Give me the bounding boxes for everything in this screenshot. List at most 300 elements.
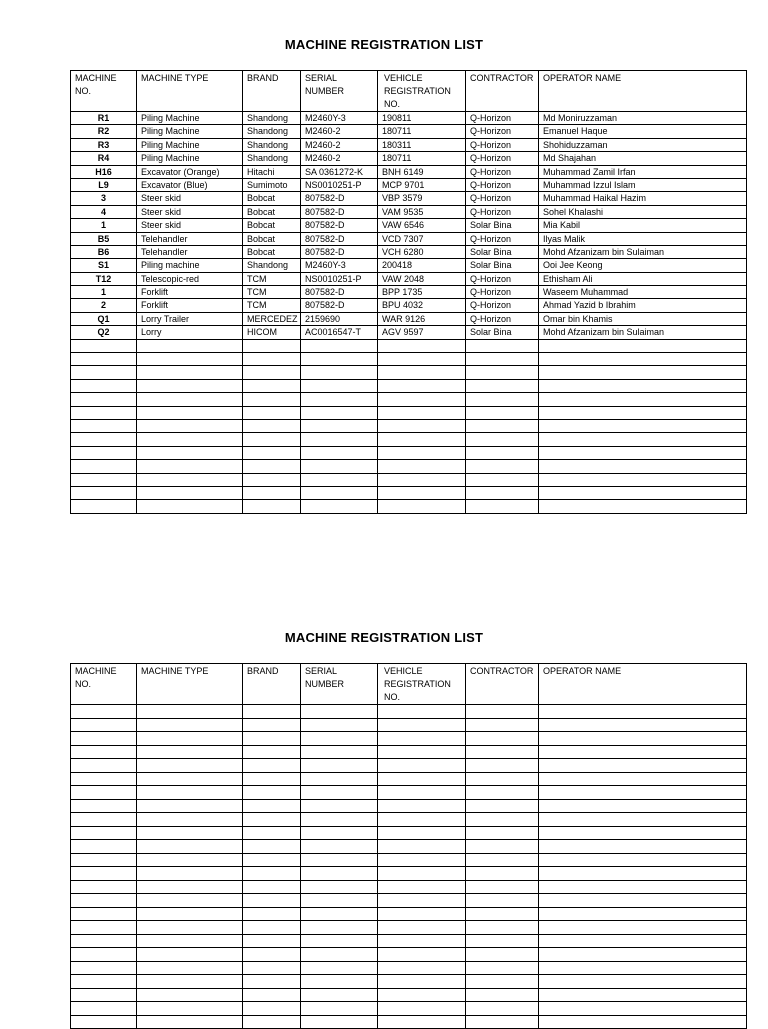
- cell-machine-no: [71, 500, 137, 513]
- cell-vehicle-registration: BPU 4032: [378, 299, 466, 312]
- cell-machine-no: H16: [71, 165, 137, 178]
- cell-serial-number: [301, 433, 378, 446]
- cell-brand: Bobcat: [243, 219, 301, 232]
- cell-machine-type: Excavator (Orange): [137, 165, 243, 178]
- cell-machine-type: [137, 500, 243, 513]
- cell-vehicle-registration: [378, 460, 466, 473]
- cell-machine-no: T12: [71, 272, 137, 285]
- cell-brand: [243, 759, 301, 773]
- cell-contractor: Solar Bina: [466, 219, 539, 232]
- cell-machine-type: [137, 880, 243, 894]
- cell-contractor: Solar Bina: [466, 326, 539, 339]
- cell-machine-no: [71, 366, 137, 379]
- cell-vehicle-registration: [378, 705, 466, 719]
- cell-contractor: [466, 732, 539, 746]
- empty-row: [71, 446, 747, 459]
- cell-contractor: Q-Horizon: [466, 299, 539, 312]
- cell-machine-type: Forklift: [137, 286, 243, 299]
- cell-brand: Sumimoto: [243, 178, 301, 191]
- table-row: [71, 125, 747, 138]
- cell-contractor: [466, 853, 539, 867]
- cell-brand: Bobcat: [243, 245, 301, 258]
- empty-row: [71, 460, 747, 473]
- cell-machine-no: 1: [71, 286, 137, 299]
- empty-row: [71, 921, 747, 935]
- table-row: [71, 178, 747, 191]
- cell-serial-number: [301, 988, 378, 1002]
- empty-row: [71, 975, 747, 989]
- cell-machine-type: Excavator (Blue): [137, 178, 243, 191]
- cell-machine-no: B5: [71, 232, 137, 245]
- cell-machine-no: [71, 853, 137, 867]
- cell-machine-type: [137, 486, 243, 499]
- cell-contractor: [466, 826, 539, 840]
- cell-machine-type: [137, 460, 243, 473]
- cell-vehicle-registration: [378, 433, 466, 446]
- cell-contractor: [466, 433, 539, 446]
- empty-row: [71, 907, 747, 921]
- header-machine-no: MACHINE NO.: [71, 71, 137, 112]
- table-header-row: [71, 71, 747, 112]
- cell-machine-no: [71, 921, 137, 935]
- cell-operator-name: [539, 446, 747, 459]
- cell-serial-number: [301, 934, 378, 948]
- cell-serial-number: [301, 379, 378, 392]
- cell-contractor: Solar Bina: [466, 259, 539, 272]
- cell-machine-type: [137, 988, 243, 1002]
- cell-machine-no: [71, 907, 137, 921]
- cell-machine-type: [137, 826, 243, 840]
- cell-serial-number: M2460-2: [301, 125, 378, 138]
- cell-operator-name: [539, 460, 747, 473]
- cell-serial-number: 807582-D: [301, 192, 378, 205]
- cell-contractor: [466, 339, 539, 352]
- cell-machine-no: L9: [71, 178, 137, 191]
- cell-brand: Shandong: [243, 152, 301, 165]
- cell-brand: [243, 406, 301, 419]
- cell-serial-number: [301, 473, 378, 486]
- cell-brand: Shandong: [243, 125, 301, 138]
- cell-contractor: Q-Horizon: [466, 312, 539, 325]
- cell-brand: Bobcat: [243, 192, 301, 205]
- header-vehicle-registration: VEHICLE REGISTRATION NO.: [378, 664, 466, 705]
- header-operator-name: OPERATOR NAME: [539, 664, 747, 705]
- empty-row: [71, 826, 747, 840]
- cell-serial-number: [301, 772, 378, 786]
- cell-vehicle-registration: [378, 500, 466, 513]
- cell-operator-name: [539, 393, 747, 406]
- cell-operator-name: [539, 759, 747, 773]
- cell-vehicle-registration: [378, 379, 466, 392]
- cell-brand: [243, 975, 301, 989]
- cell-vehicle-registration: [378, 799, 466, 813]
- table-header-row: [71, 664, 747, 705]
- cell-serial-number: [301, 840, 378, 854]
- cell-machine-type: [137, 786, 243, 800]
- cell-brand: [243, 799, 301, 813]
- empty-row: [71, 406, 747, 419]
- header-serial-number: SERIAL NUMBER: [301, 664, 378, 705]
- table-row: [71, 272, 747, 285]
- cell-vehicle-registration: [378, 1002, 466, 1016]
- table-row: [71, 219, 747, 232]
- cell-machine-no: [71, 799, 137, 813]
- cell-machine-no: [71, 406, 137, 419]
- cell-contractor: [466, 745, 539, 759]
- cell-operator-name: Ooi Jee Keong: [539, 259, 747, 272]
- cell-brand: Hitachi: [243, 165, 301, 178]
- empty-row: [71, 853, 747, 867]
- cell-brand: [243, 921, 301, 935]
- cell-serial-number: [301, 786, 378, 800]
- cell-operator-name: Ahmad Yazid b Ibrahim: [539, 299, 747, 312]
- cell-brand: [243, 948, 301, 962]
- cell-operator-name: [539, 705, 747, 719]
- cell-operator-name: Ethisham Ali: [539, 272, 747, 285]
- cell-vehicle-registration: [378, 934, 466, 948]
- page-title: MACHINE REGISTRATION LIST: [284, 630, 484, 645]
- empty-row: [71, 473, 747, 486]
- cell-machine-type: Steer skid: [137, 192, 243, 205]
- cell-machine-no: [71, 934, 137, 948]
- cell-machine-type: Steer skid: [137, 219, 243, 232]
- cell-brand: Shandong: [243, 259, 301, 272]
- cell-serial-number: [301, 799, 378, 813]
- cell-serial-number: [301, 745, 378, 759]
- cell-brand: MERCEDEZ: [243, 312, 301, 325]
- cell-vehicle-registration: 180711: [378, 125, 466, 138]
- cell-contractor: Q-Horizon: [466, 138, 539, 151]
- cell-operator-name: [539, 853, 747, 867]
- cell-machine-type: [137, 339, 243, 352]
- cell-operator-name: [539, 353, 747, 366]
- cell-machine-no: [71, 486, 137, 499]
- cell-machine-type: Lorry: [137, 326, 243, 339]
- cell-serial-number: M2460-2: [301, 138, 378, 151]
- cell-machine-no: [71, 745, 137, 759]
- cell-serial-number: 807582-D: [301, 245, 378, 258]
- header-contractor: CONTRACTOR: [466, 664, 539, 705]
- cell-machine-no: 3: [71, 192, 137, 205]
- cell-serial-number: [301, 1002, 378, 1016]
- cell-operator-name: [539, 1015, 747, 1029]
- machine-registration-table: [70, 663, 747, 1029]
- empty-row: [71, 867, 747, 881]
- cell-vehicle-registration: [378, 1015, 466, 1029]
- cell-brand: [243, 853, 301, 867]
- cell-serial-number: [301, 732, 378, 746]
- cell-vehicle-registration: BPP 1735: [378, 286, 466, 299]
- cell-brand: [243, 732, 301, 746]
- cell-machine-no: 2: [71, 299, 137, 312]
- table-row: [71, 112, 747, 125]
- cell-machine-no: B6: [71, 245, 137, 258]
- cell-contractor: [466, 446, 539, 459]
- cell-operator-name: Omar bin Khamis: [539, 312, 747, 325]
- cell-contractor: [466, 500, 539, 513]
- cell-brand: [243, 486, 301, 499]
- empty-row: [71, 948, 747, 962]
- cell-vehicle-registration: [378, 786, 466, 800]
- cell-machine-type: [137, 1002, 243, 1016]
- cell-contractor: [466, 813, 539, 827]
- cell-vehicle-registration: [378, 894, 466, 908]
- cell-vehicle-registration: [378, 813, 466, 827]
- cell-machine-no: [71, 1015, 137, 1029]
- cell-machine-no: [71, 961, 137, 975]
- cell-vehicle-registration: [378, 486, 466, 499]
- cell-machine-type: Telehandler: [137, 232, 243, 245]
- cell-contractor: Q-Horizon: [466, 152, 539, 165]
- cell-machine-no: [71, 460, 137, 473]
- cell-serial-number: [301, 853, 378, 867]
- cell-serial-number: NS0010251-P: [301, 272, 378, 285]
- cell-machine-no: [71, 759, 137, 773]
- cell-machine-type: [137, 921, 243, 935]
- table-row: [71, 286, 747, 299]
- cell-machine-type: [137, 799, 243, 813]
- cell-machine-no: Q1: [71, 312, 137, 325]
- cell-operator-name: [539, 473, 747, 486]
- cell-serial-number: [301, 460, 378, 473]
- cell-machine-type: [137, 961, 243, 975]
- cell-machine-no: 4: [71, 205, 137, 218]
- cell-machine-type: [137, 948, 243, 962]
- cell-machine-no: [71, 786, 137, 800]
- cell-brand: [243, 894, 301, 908]
- cell-machine-type: Piling Machine: [137, 138, 243, 151]
- cell-vehicle-registration: BNH 6149: [378, 165, 466, 178]
- cell-serial-number: 807582-D: [301, 219, 378, 232]
- cell-machine-type: [137, 853, 243, 867]
- cell-machine-no: [71, 379, 137, 392]
- empty-row: [71, 813, 747, 827]
- cell-contractor: [466, 948, 539, 962]
- header-serial-number: SERIAL NUMBER: [301, 71, 378, 112]
- cell-contractor: Q-Horizon: [466, 165, 539, 178]
- cell-serial-number: [301, 486, 378, 499]
- cell-machine-type: [137, 353, 243, 366]
- cell-machine-type: [137, 759, 243, 773]
- cell-operator-name: [539, 486, 747, 499]
- cell-brand: [243, 786, 301, 800]
- cell-vehicle-registration: 200418: [378, 259, 466, 272]
- cell-operator-name: [539, 921, 747, 935]
- cell-operator-name: [539, 907, 747, 921]
- cell-contractor: [466, 840, 539, 854]
- empty-row: [71, 705, 747, 719]
- cell-machine-type: [137, 419, 243, 432]
- cell-operator-name: [539, 786, 747, 800]
- header-contractor: CONTRACTOR: [466, 71, 539, 112]
- cell-machine-no: [71, 880, 137, 894]
- cell-machine-no: [71, 473, 137, 486]
- cell-vehicle-registration: 190811: [378, 112, 466, 125]
- empty-row: [71, 732, 747, 746]
- cell-contractor: [466, 867, 539, 881]
- cell-vehicle-registration: VAW 2048: [378, 272, 466, 285]
- cell-operator-name: [539, 975, 747, 989]
- cell-contractor: [466, 772, 539, 786]
- cell-vehicle-registration: [378, 419, 466, 432]
- table-row: [71, 192, 747, 205]
- cell-serial-number: [301, 353, 378, 366]
- cell-operator-name: Waseem Muhammad: [539, 286, 747, 299]
- cell-operator-name: [539, 732, 747, 746]
- cell-serial-number: SA 0361272-K: [301, 165, 378, 178]
- empty-row: [71, 419, 747, 432]
- cell-vehicle-registration: [378, 880, 466, 894]
- cell-operator-name: [539, 894, 747, 908]
- cell-vehicle-registration: [378, 473, 466, 486]
- cell-operator-name: [539, 419, 747, 432]
- cell-operator-name: [539, 961, 747, 975]
- cell-operator-name: [539, 433, 747, 446]
- cell-brand: TCM: [243, 286, 301, 299]
- cell-contractor: [466, 1002, 539, 1016]
- cell-machine-no: [71, 948, 137, 962]
- cell-machine-type: Piling machine: [137, 259, 243, 272]
- table-row: [71, 138, 747, 151]
- cell-machine-no: [71, 339, 137, 352]
- cell-contractor: [466, 894, 539, 908]
- cell-machine-no: [71, 718, 137, 732]
- cell-brand: [243, 867, 301, 881]
- cell-operator-name: Muhammad Haikal Hazim: [539, 192, 747, 205]
- cell-operator-name: Muhammad Zamil Irfan: [539, 165, 747, 178]
- cell-vehicle-registration: [378, 732, 466, 746]
- cell-machine-type: [137, 718, 243, 732]
- cell-vehicle-registration: MCP 9701: [378, 178, 466, 191]
- empty-row: [71, 786, 747, 800]
- cell-operator-name: Emanuel Haque: [539, 125, 747, 138]
- empty-row: [71, 934, 747, 948]
- empty-row: [71, 486, 747, 499]
- cell-contractor: [466, 880, 539, 894]
- cell-contractor: [466, 988, 539, 1002]
- cell-brand: [243, 988, 301, 1002]
- cell-operator-name: [539, 379, 747, 392]
- cell-machine-no: [71, 705, 137, 719]
- empty-row: [71, 840, 747, 854]
- cell-vehicle-registration: VCD 7307: [378, 232, 466, 245]
- cell-machine-type: Telehandler: [137, 245, 243, 258]
- cell-vehicle-registration: [378, 353, 466, 366]
- empty-row: [71, 1015, 747, 1029]
- cell-contractor: [466, 907, 539, 921]
- cell-machine-type: Lorry Trailer: [137, 312, 243, 325]
- cell-vehicle-registration: [378, 718, 466, 732]
- cell-machine-type: Forklift: [137, 299, 243, 312]
- cell-contractor: [466, 473, 539, 486]
- cell-contractor: [466, 718, 539, 732]
- cell-machine-type: Piling Machine: [137, 112, 243, 125]
- cell-brand: [243, 934, 301, 948]
- cell-serial-number: 807582-D: [301, 232, 378, 245]
- cell-machine-type: [137, 772, 243, 786]
- cell-operator-name: [539, 500, 747, 513]
- cell-operator-name: [539, 799, 747, 813]
- cell-operator-name: [539, 339, 747, 352]
- cell-vehicle-registration: [378, 975, 466, 989]
- cell-contractor: Q-Horizon: [466, 272, 539, 285]
- table-row: [71, 152, 747, 165]
- cell-operator-name: Muhammad Izzul Islam: [539, 178, 747, 191]
- cell-vehicle-registration: [378, 772, 466, 786]
- cell-vehicle-registration: [378, 907, 466, 921]
- cell-brand: [243, 366, 301, 379]
- cell-machine-type: [137, 840, 243, 854]
- cell-operator-name: Sohel Khalashi: [539, 205, 747, 218]
- cell-vehicle-registration: [378, 406, 466, 419]
- cell-brand: [243, 339, 301, 352]
- cell-serial-number: 807582-D: [301, 286, 378, 299]
- cell-serial-number: [301, 813, 378, 827]
- cell-operator-name: [539, 840, 747, 854]
- cell-serial-number: [301, 446, 378, 459]
- cell-brand: [243, 907, 301, 921]
- empty-row: [71, 772, 747, 786]
- cell-contractor: [466, 786, 539, 800]
- cell-contractor: Q-Horizon: [466, 286, 539, 299]
- cell-machine-no: [71, 867, 137, 881]
- cell-contractor: [466, 419, 539, 432]
- cell-contractor: [466, 486, 539, 499]
- cell-operator-name: [539, 772, 747, 786]
- cell-brand: Shandong: [243, 112, 301, 125]
- cell-vehicle-registration: [378, 745, 466, 759]
- cell-brand: [243, 745, 301, 759]
- header-machine-type: MACHINE TYPE: [137, 664, 243, 705]
- cell-serial-number: [301, 500, 378, 513]
- cell-serial-number: [301, 419, 378, 432]
- cell-brand: [243, 379, 301, 392]
- cell-brand: [243, 772, 301, 786]
- cell-operator-name: [539, 826, 747, 840]
- table-row: [71, 165, 747, 178]
- empty-row: [71, 353, 747, 366]
- cell-vehicle-registration: AGV 9597: [378, 326, 466, 339]
- cell-operator-name: [539, 948, 747, 962]
- cell-machine-type: [137, 732, 243, 746]
- cell-machine-type: [137, 473, 243, 486]
- cell-serial-number: [301, 975, 378, 989]
- cell-contractor: [466, 460, 539, 473]
- cell-serial-number: [301, 759, 378, 773]
- cell-brand: [243, 880, 301, 894]
- cell-contractor: [466, 393, 539, 406]
- empty-row: [71, 1002, 747, 1016]
- cell-serial-number: 807582-D: [301, 205, 378, 218]
- cell-vehicle-registration: VAM 9535: [378, 205, 466, 218]
- cell-operator-name: [539, 1002, 747, 1016]
- cell-vehicle-registration: [378, 759, 466, 773]
- empty-row: [71, 393, 747, 406]
- cell-contractor: [466, 366, 539, 379]
- cell-brand: TCM: [243, 299, 301, 312]
- cell-serial-number: AC0016547-T: [301, 326, 378, 339]
- cell-contractor: Q-Horizon: [466, 178, 539, 191]
- cell-serial-number: M2460-2: [301, 152, 378, 165]
- cell-machine-type: [137, 366, 243, 379]
- cell-machine-no: S1: [71, 259, 137, 272]
- cell-brand: [243, 353, 301, 366]
- cell-machine-type: [137, 446, 243, 459]
- cell-machine-type: Piling Machine: [137, 152, 243, 165]
- cell-brand: [243, 433, 301, 446]
- empty-row: [71, 718, 747, 732]
- header-brand: BRAND: [243, 664, 301, 705]
